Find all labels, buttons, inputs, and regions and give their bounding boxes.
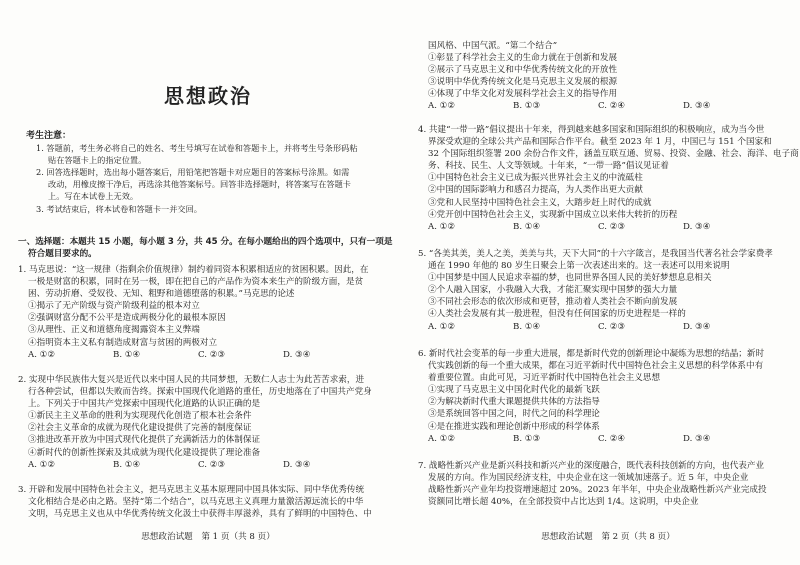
answer-d: D. ③④ — [683, 321, 711, 332]
answer-a: A. ①② — [428, 101, 456, 112]
option: ④是在推进实践和理论创新中形成的科学体系 — [428, 421, 600, 432]
option: ④党开创中国特色社会主义，实现新中国成立以来伟大转折的历程 — [428, 209, 678, 220]
question-7 — [418, 460, 798, 508]
option: ③说明中华优秀传统文化是马克思主义发展的根源 — [428, 77, 618, 88]
question-6 — [418, 348, 798, 445]
right-column — [418, 0, 798, 565]
answer-d: D. ③④ — [283, 349, 311, 360]
option: ③是系统回答中国之问，时代之问的科学理论 — [428, 409, 600, 420]
question-stem-cont: 国风格、中国气派。“第二个结合” — [428, 41, 558, 51]
answer-d: D. ③④ — [683, 433, 711, 444]
notice-item-cont: 上。写在本试卷上无效。 — [48, 191, 139, 202]
answer-d: D. ③④ — [283, 459, 311, 470]
left-column — [18, 0, 398, 565]
question-5 — [418, 248, 798, 333]
answer-choices — [418, 321, 798, 333]
notice-item: 1. 答题前，考生务必将自己的姓名、考生号填写在试卷和答题卡上，并将考生号条形码粘 — [36, 143, 358, 154]
option: ③推进改革开放为中国式现代化提供了充满新活力的体制保证 — [28, 435, 261, 446]
answer-b: B. ①④ — [113, 459, 141, 470]
notice-item-cont: 贴在答题卡上的指定位置。 — [48, 155, 147, 166]
question-stem-cont: 战略性新兴产业年均投资增速超过 20%。2023 年半年，中央企业战略性新兴产业完成投 — [428, 485, 767, 496]
answer-c: C. ②④ — [598, 101, 626, 112]
answer-a: A. ①② — [428, 433, 456, 444]
question-stem-cont: 代实践创新的每一个重大成果，都在习近平新时代中国特色社会主义思想的科学体系中有 — [428, 361, 764, 372]
notice-block — [26, 130, 388, 215]
answer-c: C. ②④ — [598, 433, 626, 444]
answer-c: C. ②③ — [198, 459, 226, 470]
option: ④指明资本主义私有制造成财富与贫困的两极对立 — [28, 337, 218, 348]
option: ④新时代的创新性探索及其成就为现代化建设提供了理论准备 — [28, 447, 261, 458]
question-stem-cont: 发展的方向。作为国民经济支柱，中央企业在这一领域加速落子。近 5 年，中央企业 — [428, 473, 749, 484]
question-stem: 1. 马克思说：“这一规律（指剩余价值规律）制约着同资本积累相适应的贫困积累。因此，在 — [18, 265, 369, 275]
answer-choices — [418, 100, 798, 112]
answer-choices — [418, 221, 798, 233]
question-3 — [18, 484, 398, 520]
question-2 — [18, 374, 398, 471]
answer-c: C. ②③ — [598, 221, 626, 232]
answer-choices — [418, 433, 798, 445]
question-stem: 7. 战略性新兴产业是新兴科技和新兴产业的深度融合，既代表科技创新的方向，也代表产业 — [418, 461, 765, 471]
question-stem-cont: 上。下列关于中国共产党探索中国现代化道路的认识正确的是 — [28, 399, 261, 410]
option: ①揭示了无产阶级与资产阶级利益的根本对立 — [28, 301, 200, 312]
answer-a: A. ①② — [428, 321, 456, 332]
option: ③党和人民坚持中国特色社会主义，大踏步赶上时代的成就 — [428, 197, 652, 208]
page-footer: 思想政治试题 第 1 页（共 8 页） — [141, 532, 275, 542]
question-4 — [418, 124, 798, 233]
option: ④人类社会发展有其一般进程，但没有任何国家的历史进程是一样的 — [428, 309, 686, 320]
option: ①实现了马克思主义中国化时代化的最新飞跃 — [428, 385, 600, 396]
question-stem-cont: 通在 1990 年他的 80 岁生日聚会上第一次表述出来的。这一表述可以用来说明 — [428, 261, 730, 272]
page-footer: 思想政治试题 第 2 页（共 8 页） — [541, 532, 675, 542]
answer-b: B. ①③ — [513, 433, 541, 444]
question-stem: 3. 开辟和发展中国特色社会主义，把马克思主义基本原理同中国具体实际、同中华优秀传统 — [18, 485, 365, 495]
option: ①中国特色社会主义已成为振兴世界社会主义的中流砥柱 — [428, 173, 643, 184]
question-stem-cont: 一极是财富的积累，同时在另一极，即在把自己的产品作为资本来生产的阶级方面，是贫 — [28, 277, 364, 288]
option: ②社会主义革命的成就为现代化建设提供了完善的制度保证 — [28, 423, 252, 434]
option: ①中国梦是中国人民追求幸福的梦，也同世界各国人民的美好梦想息息相关 — [428, 273, 712, 284]
answer-a: A. ①② — [428, 221, 456, 232]
answer-choices — [18, 349, 398, 361]
answer-d: D. ③④ — [683, 221, 711, 232]
answer-c: C. ②③ — [198, 349, 226, 360]
answer-b: B. ①④ — [113, 349, 141, 360]
option: ②强调财富分配不公平是造成两极分化的最根本原因 — [28, 313, 226, 324]
option: ④体现了中华文化对发展科学社会主义的指导作用 — [428, 89, 618, 100]
notice-heading: 考生注意： — [26, 131, 72, 141]
question-1 — [18, 264, 398, 361]
question-stem-cont: 文化相结合是必由之路。坚持“第二个结合”，以马克思主义真理力量激活源远流长的中华 — [28, 497, 364, 508]
question-3-continued — [418, 40, 798, 113]
question-stem: 5. “各美其美，美人之美，美美与共，天下大同”的十六字箴言，是我国当代著名社会学家费孝 — [418, 249, 773, 259]
answer-a: A. ①② — [28, 459, 56, 470]
answer-b: B. ①③ — [513, 101, 541, 112]
notice-item: 3. 考试结束后，将本试卷和答题卡一并交回。 — [36, 203, 202, 214]
answer-d: D. ③④ — [683, 101, 711, 112]
answer-b: B. ①④ — [513, 321, 541, 332]
question-stem: 2. 实现中华民族伟大复兴是近代以来中国人民的共同梦想，无数仁人志士为此苦苦求索，进 — [18, 375, 365, 385]
answer-b: B. ①④ — [513, 221, 541, 232]
question-stem-cont: 着重要位置。由此可见，习近平新时代中国特色社会主义思想 — [428, 373, 661, 384]
question-stem: 6. 新时代社会变革的每一步重大进展，都是新时代党的创新理论中凝炼为思想的结晶；新时 — [418, 349, 765, 359]
question-stem: 4. 共建“一带一路”倡议提出十年来，得到越来越多国家和国际组织的积极响应，成为当今世 — [418, 125, 765, 135]
option: ③从理性、正义和道德角度揭露资本主义弊端 — [28, 325, 200, 336]
section-line: 一、选择题：本题共 15 小题，每小题 3 分，共 45 分。在每小题给出的四个选项中，只有一项是 — [18, 237, 393, 247]
option: ①新民主主义革命的胜利为实现现代化创造了根本社会条件 — [28, 411, 252, 422]
notice-item-cont: 改动，用橡皮擦干净后，再选涂其他答案标号。回答非选择题时，将答案写在答题卡 — [48, 179, 351, 190]
answer-choices — [18, 459, 398, 471]
question-stem-cont: 资额同比增长超 40%，在全部投资中占比达到 1/4。这说明，中央企业 — [428, 497, 699, 508]
question-stem-cont: 界深受欢迎的全球公共产品和国际合作平台。截至 2023 年 1 月，中国已与 151 个国家和 — [428, 137, 772, 148]
question-stem-cont: 文明，马克思主义也从中华优秀传统文化汲土中获得丰厚滋养，具有了鲜明的中国特色、中 — [28, 509, 372, 520]
option: ③不同社会形态的依次形成和更替，推动着人类社会不断向前发展 — [428, 297, 678, 308]
question-stem-cont: 32 个国际组织签署 200 余份合作文件，涵盖互联互通、贸易、投资、金融、社会、海洋、电子商 — [428, 149, 799, 160]
question-stem-cont: 困、劳动折磨、受奴役、无知、粗野和道德堕落的积累。”马克思的论述 — [28, 289, 295, 300]
option: ①彰显了科学社会主义的生命力就在于创新和发展 — [428, 53, 618, 64]
option: ②个人融入国家，小我融入大我，才能汇聚实现中国梦的强大力量 — [428, 285, 678, 296]
notice-item: 2. 回答选择题时，选出每小题答案后，用铅笔把答题卡对应题目的答案标号涂黑。如需 — [36, 167, 350, 178]
section-heading — [18, 236, 398, 260]
page-title: 思想政治 — [164, 84, 252, 108]
answer-c: C. ②③ — [598, 321, 626, 332]
option: ②中国的国际影响力和感召力提高，为人类作出更大贡献 — [428, 185, 643, 196]
option: ②展示了马克思主义和中华优秀传统文化的开放性 — [428, 65, 618, 76]
option: ②为解决新时代重大课题提供共体的方法指导 — [428, 397, 600, 408]
answer-a: A. ①② — [28, 349, 56, 360]
question-stem-cont: 行各种尝试，但都以失败而告终。探索中国现代化道路的重任，历史地落在了中国共产党身 — [28, 387, 372, 398]
question-stem-cont: 务、科技、民生、人文等领域。十年来，“一带一路”倡议见证着 — [428, 161, 669, 172]
section-line: 符合题目要求的。 — [28, 249, 97, 260]
